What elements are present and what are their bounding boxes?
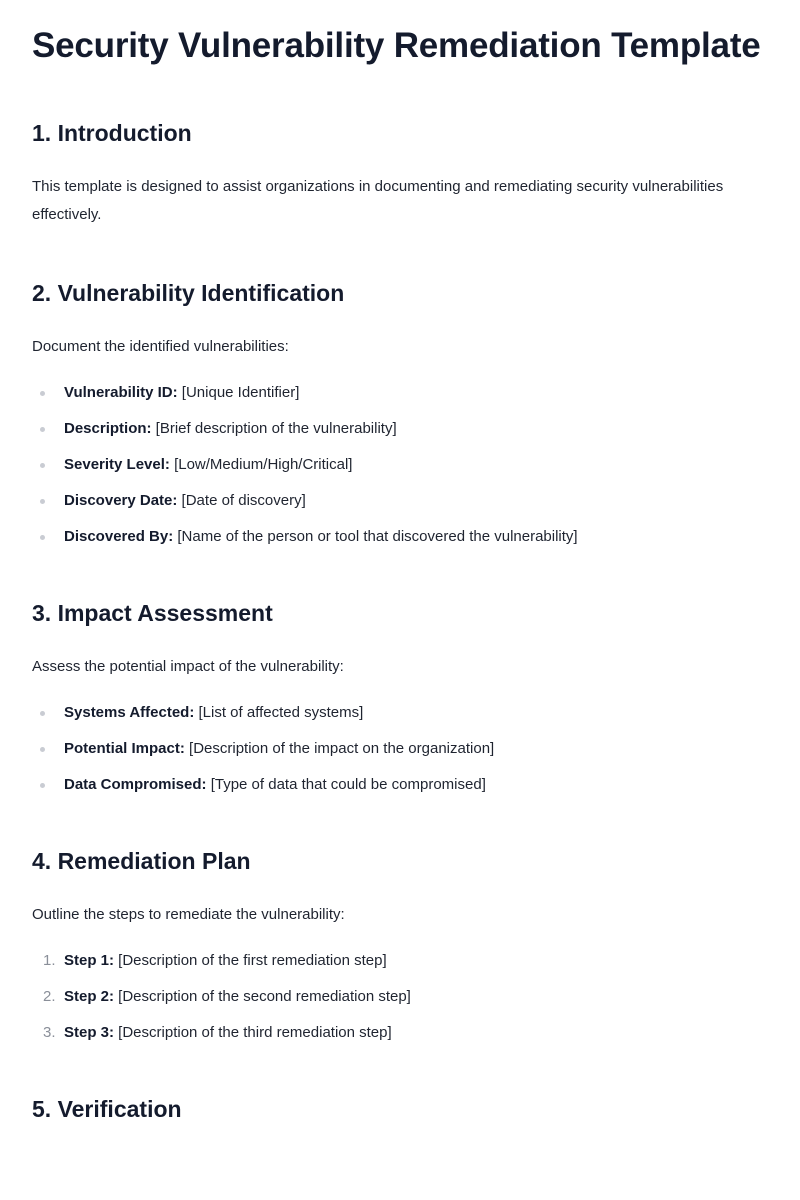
item-value: [Description of the second remediation step] — [114, 988, 411, 1005]
list-item — [32, 737, 768, 761]
impact-text: Assess the potential impact of the vulnerability: — [32, 658, 344, 675]
item-value: [Brief description of the vulnerability] — [151, 420, 397, 437]
list-item — [32, 525, 768, 549]
section-heading-verification: 5. Verification — [32, 1096, 182, 1122]
item-term: Vulnerability ID: — [64, 384, 178, 401]
introduction-text: This template is designed to assist organizations in documenting and remediating security vulnerabilities effectively. — [32, 178, 724, 223]
item-value: [List of affected systems] — [194, 704, 364, 721]
list-item — [32, 949, 768, 973]
item-term: Step 2: — [64, 988, 115, 1005]
list-item — [32, 381, 768, 405]
list-item — [32, 985, 768, 1009]
item-term: Potential Impact: — [64, 740, 185, 757]
list-item — [32, 417, 768, 441]
remediation-steps-list — [32, 949, 768, 1045]
list-item — [32, 773, 768, 797]
bullet-icon — [40, 783, 45, 788]
item-term: Description: — [64, 420, 152, 437]
impact-list — [32, 701, 768, 797]
section-heading-remediation: 4. Remediation Plan — [32, 848, 251, 874]
step-number: 3. — [43, 1024, 56, 1041]
list-item — [32, 489, 768, 513]
item-term: Systems Affected: — [64, 704, 195, 721]
section-heading-introduction: 1. Introduction — [32, 120, 192, 146]
item-term: Step 1: — [64, 952, 115, 969]
bullet-icon — [40, 427, 45, 432]
identification-list — [32, 381, 768, 549]
bullet-icon — [40, 711, 45, 716]
list-item — [32, 1021, 768, 1045]
bullet-icon — [40, 535, 45, 540]
list-item — [32, 453, 768, 477]
item-value: [Date of discovery] — [177, 492, 306, 509]
item-term: Step 3: — [64, 1024, 115, 1041]
identification-text: Document the identified vulnerabilities: — [32, 338, 289, 355]
section-heading-identification: 2. Vulnerability Identification — [32, 280, 345, 306]
step-number: 1. — [43, 952, 56, 969]
item-value: [Description of the impact on the organization] — [184, 740, 495, 757]
bullet-icon — [40, 391, 45, 396]
item-value: [Low/Medium/High/Critical] — [169, 456, 353, 473]
item-term: Data Compromised: — [64, 776, 207, 793]
item-value: [Name of the person or tool that discovered the vulnerability] — [173, 528, 578, 545]
step-number: 2. — [43, 988, 56, 1005]
item-value: [Description of the first remediation step] — [114, 952, 387, 969]
item-value: [Unique Identifier] — [177, 384, 300, 401]
list-item — [32, 701, 768, 725]
item-term: Discovery Date: — [64, 492, 178, 509]
item-term: Discovered By: — [64, 528, 174, 545]
remediation-text: Outline the steps to remediate the vulnerability: — [32, 906, 345, 923]
bullet-icon — [40, 463, 45, 468]
item-value: [Type of data that could be compromised] — [206, 776, 486, 793]
section-heading-impact: 3. Impact Assessment — [32, 600, 273, 626]
document-title: Security Vulnerability Remediation Template — [32, 26, 761, 65]
item-term: Severity Level: — [64, 456, 170, 473]
bullet-icon — [40, 747, 45, 752]
item-value: [Description of the third remediation step] — [114, 1024, 392, 1041]
bullet-icon — [40, 499, 45, 504]
